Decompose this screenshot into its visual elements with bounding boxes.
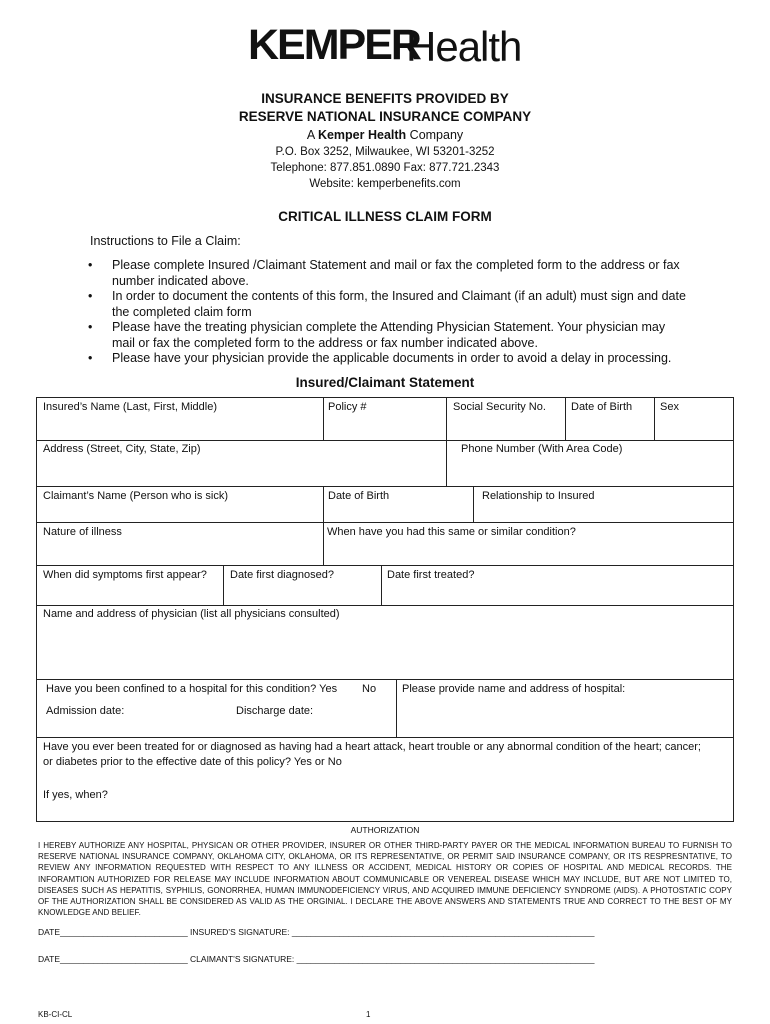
logo-word-health: Health (406, 23, 522, 70)
insured-name-field[interactable]: Insured’s Name (Last, First, Middle) (43, 401, 218, 413)
company-suffix: Company (406, 128, 464, 142)
kemper-health-logo (248, 20, 522, 70)
header-line2: RESERVE NATIONAL INSURANCE COMPANY (238, 109, 532, 124)
nature-of-illness-field[interactable]: Nature of illness (43, 526, 122, 538)
if-yes-when-field[interactable]: If yes, when? (43, 789, 108, 801)
relationship-field[interactable]: Relationship to Insured (482, 490, 595, 502)
instructions-heading: Instructions to File a Claim: (90, 234, 241, 248)
address-field[interactable]: Address (Street, City, State, Zip) (43, 443, 201, 455)
heart-question-line1: Have you ever been treated for or diagnosed as having had a heart attack, heart trouble or any abnormal condition of the heart; cancer; (43, 741, 701, 753)
ssn-field[interactable]: Social Security No. (453, 401, 546, 413)
claimant-name-field[interactable]: Claimant’s Name (Person who is sick) (43, 490, 229, 502)
form-title: CRITICAL ILLNESS CLAIM FORM (278, 209, 492, 224)
insured-signature-line[interactable]: DATE___________________________ INSURED’S SIGNATURE: ________________________________________________________________ (38, 927, 595, 937)
header-line1: INSURANCE BENEFITS PROVIDED BY (261, 91, 509, 106)
symptoms-field[interactable]: When did symptoms first appear? (43, 569, 207, 581)
section-title: Insured/Claimant Statement (295, 375, 475, 390)
claimant-signature-line[interactable]: DATE___________________________ CLAIMANT’S SIGNATURE: _______________________________________________________________ (38, 954, 595, 964)
instruction-item: • Please have the treating physician complete the Attending Physician Statement. Your physician may mail or fax the completed form to the address or fax number indicated above. (88, 320, 688, 351)
logo-word-kemper: KEMPER (248, 21, 420, 69)
authorization-title: AUTHORIZATION (350, 825, 420, 835)
form-code: KB-CI-CL (38, 1010, 73, 1019)
header-website: Website: kemperbenefits.com (309, 178, 461, 190)
instruction-item: • In order to document the contents of this form, the Insured and Claimant (if an adult) must sign and date the completed claim form (88, 289, 688, 320)
confined-no-option[interactable]: No (362, 683, 377, 695)
physician-field[interactable]: Name and address of physician (list all physicians consulted) (43, 608, 340, 620)
confined-question[interactable]: Have you been confined to a hospital for this condition? Yes (46, 683, 338, 695)
date-treated-field[interactable]: Date first treated? (387, 569, 475, 581)
date-of-birth-field[interactable]: Date of Birth (571, 401, 633, 413)
discharge-date-field[interactable]: Discharge date: (236, 705, 314, 717)
date-diagnosed-field[interactable]: Date first diagnosed? (230, 569, 334, 581)
admission-date-field[interactable]: Admission date: (46, 705, 125, 717)
page-number: 1 (366, 1010, 371, 1019)
hospital-field[interactable]: Please provide name and address of hospital: (402, 683, 626, 695)
company-prefix: A (306, 128, 318, 142)
instruction-item: • Please complete Insured /Claimant Statement and mail or fax the completed form to the address or fax number indicated above. (88, 258, 688, 289)
instruction-item: • Please have your physician provide the applicable documents in order to avoid a delay in processing. (88, 351, 688, 367)
header-phone: Telephone: 877.851.0890 Fax: 877.721.2343 (270, 162, 500, 174)
instructions-list (88, 258, 688, 367)
heart-question-line2[interactable]: or diabetes prior to the effective date of this policy? Yes or No (43, 756, 342, 768)
company-line (0, 128, 770, 142)
phone-number-field[interactable]: Phone Number (With Area Code) (461, 443, 623, 455)
policy-number-field[interactable]: Policy # (328, 401, 367, 413)
claimant-dob-field[interactable]: Date of Birth (328, 490, 390, 502)
header-address: P.O. Box 3252, Milwaukee, WI 53201-3252 (275, 146, 495, 158)
company-name: Kemper Health (317, 128, 407, 142)
authorization-text: I HEREBY AUTHORIZE ANY HOSPITAL, PHYSICAN OR OTHER PROVIDER, INSURER OR OTHER THIRD-PARTY PAYER OR THE MEDICAL INFORMATION BUREAU TO FURNISH TO RESERVE NATIONAL INSURANCE COMPANY, OKLAHOMA CITY, OKLAHOMA, OR ITS REPRESENTATIVE, OR PERMIT SAID INSURANCE COMPANY, OR ITS RESPRESNTATIVE, TO REVIEW ANY INFORMATION REQUESTED WITH RESPECT TO ANY ILLNESS OR ACCIDENT, MEDICAL HISTORY OR COPIES OF HOSPITAL AND MEDICAL RECORDS. THE INFORAMTION AUTHORIZED FOR RELEASE MAY INCLUDE INFORMATION ABOUT COMMUNICABLE OR VENEREAL DISEASE WHICH MAY INCLUDE, BUT ARE NOT LIMITED TO, DISEASES SUCH AS HEPATITIS, SYPHILIS, GONORRHEA, HUMAN IMMUNODEFICIENCY VIRUS, AND ACQUIRED IMMUNE DEFICIENCY SYNDROME (AIDS). A PHOTOSTATIC COPY OF THE AUTHORIZATION SHALL BE CONSIDERED AS VALID AS THE ORGINIAL. I DECLARE THE ABOVE ANSWERS AND STATEMENTS TRUE AND CORRECT TO THE BEST OF MY KNOWLEDGE AND BELIEF. (38, 841, 732, 918)
sex-field[interactable]: Sex (660, 401, 679, 413)
claimant-statement-form (36, 397, 734, 822)
same-condition-field[interactable]: When have you had this same or similar condition? (327, 526, 576, 538)
